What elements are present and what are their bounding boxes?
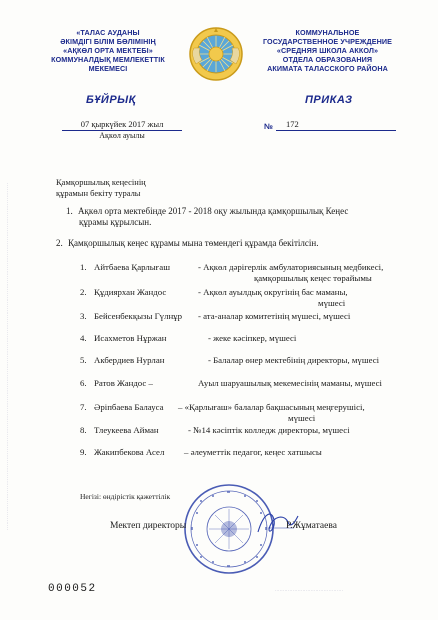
member-name: Айтбаева Қарлығаш	[94, 262, 170, 272]
order-number: 172	[276, 119, 396, 131]
member-number: 3.	[80, 311, 87, 321]
side-margin-print: · · · · · · · · · · · · · · · · · · · · · · · · · · · · · · · · · · · · · · · · · · · · · · · · · · · · · · · · · · · · · · · · · · · · · · · · · · · · · · · · · · · · · · · · · · · · · · · · · · · · · · · · · · · · · · · · · · · · · · · · · · · · · · · · · · · · · · · · · · · · · · · · · · · · · · · · · · · · · · · · · · · · · · · · · · · · · · · · · · · · · · · · · · ·	[6, 183, 10, 530]
header-left-line: МЕКЕМЕСІ	[88, 64, 128, 73]
order-basis: Негізі: өндірістік қажеттілік	[80, 492, 171, 501]
order-title-russian: ПРИКАЗ	[305, 94, 353, 106]
order-title-kazakh: БҰЙРЫҚ	[86, 94, 136, 106]
member-role: - Ақкөл ауылдық округінің бас маманы,	[198, 287, 348, 297]
member-number: 9.	[80, 447, 87, 457]
paragraph-text: Қамқоршылық кеңес құрамы мына төмендегі құрамда бекітілсін.	[68, 238, 319, 248]
header-right-line: АКИМАТА ТАЛАССКОГО РАЙОНА	[267, 64, 388, 73]
member-role: - Ақкөл дәрігерлік амбулаториясының медбикесі,	[198, 262, 384, 272]
member-role: қамқоршылық кеңес төрайымы	[254, 272, 372, 283]
header-left-line: ӘКІМДІГІ БІЛІМ БӨЛІМІНІҢ	[60, 37, 156, 46]
member-number: 4.	[80, 333, 87, 343]
member-role: Ауыл шаруашылық мекемесінің маманы, мүшесі	[198, 378, 382, 388]
paragraph-2	[56, 238, 406, 249]
signer-title: Мектеп директоры	[110, 521, 187, 531]
member-role: - Балалар өнер мектебінің директоры, мүшесі	[208, 355, 380, 365]
header-right-line: ОТДЕЛА ОБРАЗОВАНИЯ	[282, 55, 373, 64]
header-left-line: «ТАЛАС АУДАНЫ	[76, 28, 140, 37]
member-number: 7.	[80, 402, 87, 412]
paragraph-text: Ақкөл орта мектебінде 2017 - 2018 оқу жылында қамқоршылық Кеңес	[78, 206, 349, 216]
member-role: мүшесі	[288, 412, 316, 423]
member-number: 8.	[80, 425, 87, 435]
header-right-line: «СРЕДНЯЯ ШКОЛА АККОЛ»	[276, 46, 379, 55]
order-date: 07 қыркүйек 2017 жыл	[62, 119, 182, 131]
subject-line: құрамын бекіту туралы	[56, 187, 141, 198]
member-number: 6.	[80, 378, 87, 388]
member-role: – әлеуметтік педагог, кеңес хатшысы	[184, 447, 322, 457]
header-left-org	[28, 28, 188, 73]
member-name: Акбердиев Нурлан	[94, 355, 165, 365]
member-role: - №14 кәсіптік колледж директоры, мүшесі	[188, 425, 350, 435]
member-name: Бейсенбекқызы Гүлнұр	[94, 311, 182, 321]
member-number: 5.	[80, 355, 87, 365]
order-subject	[56, 177, 146, 198]
paragraph-number: 1.	[66, 206, 73, 216]
header-right-line: КОММУНАЛЬНОЕ	[295, 28, 360, 37]
header-right-line: ГОСУДАРСТВЕННОЕ УЧРЕЖДЕНИЕ	[262, 37, 393, 46]
footer-print-note: · · · · · · · · · · · · · · · · · · · · · · · · · · · · · · · · · · · · · · · · · ·	[275, 590, 343, 593]
member-role: - ата-аналар комитетінің мүшесі, мүшесі	[198, 311, 351, 321]
member-number: 1.	[80, 262, 87, 272]
header-left-line: «АҚКӨЛ ОРТА МЕКТЕБІ»	[63, 46, 153, 55]
serial-number: 000052	[48, 583, 97, 595]
member-name: Жакипбекова Асел	[94, 447, 165, 457]
member-role: мүшесі	[318, 297, 346, 308]
state-emblem-icon	[188, 26, 244, 82]
member-name: Құдиярхан Жандос	[94, 287, 167, 297]
member-role: – «Қарлығаш» балалар бақшасының меңгерушісі,	[178, 402, 365, 412]
header-right-org	[240, 28, 415, 73]
number-sign: №	[264, 122, 273, 131]
signer-name: Р.Жұматаева	[286, 521, 337, 531]
order-place: Ақкөл ауылы	[99, 131, 145, 140]
member-role: - жеке кәсіпкер, мүшесі	[208, 333, 297, 343]
member-name: Ратов Жандос –	[94, 378, 153, 388]
paragraph-number: 2.	[56, 238, 63, 248]
header-left-line: КОММУНАЛДЫҚ МЕМЛЕКЕТТІК	[51, 55, 165, 64]
member-name: Исахметов Нұржан	[94, 333, 167, 343]
member-name: Тлеукеева Айман	[94, 425, 159, 435]
member-name: Әріпбаева Балауса	[94, 402, 164, 412]
paragraph-text: құрамы құрылсын.	[79, 217, 152, 227]
subject-line: Қамқоршылық кеңесінің	[56, 177, 146, 187]
paragraph-1	[66, 206, 406, 228]
member-number: 2.	[80, 287, 87, 297]
